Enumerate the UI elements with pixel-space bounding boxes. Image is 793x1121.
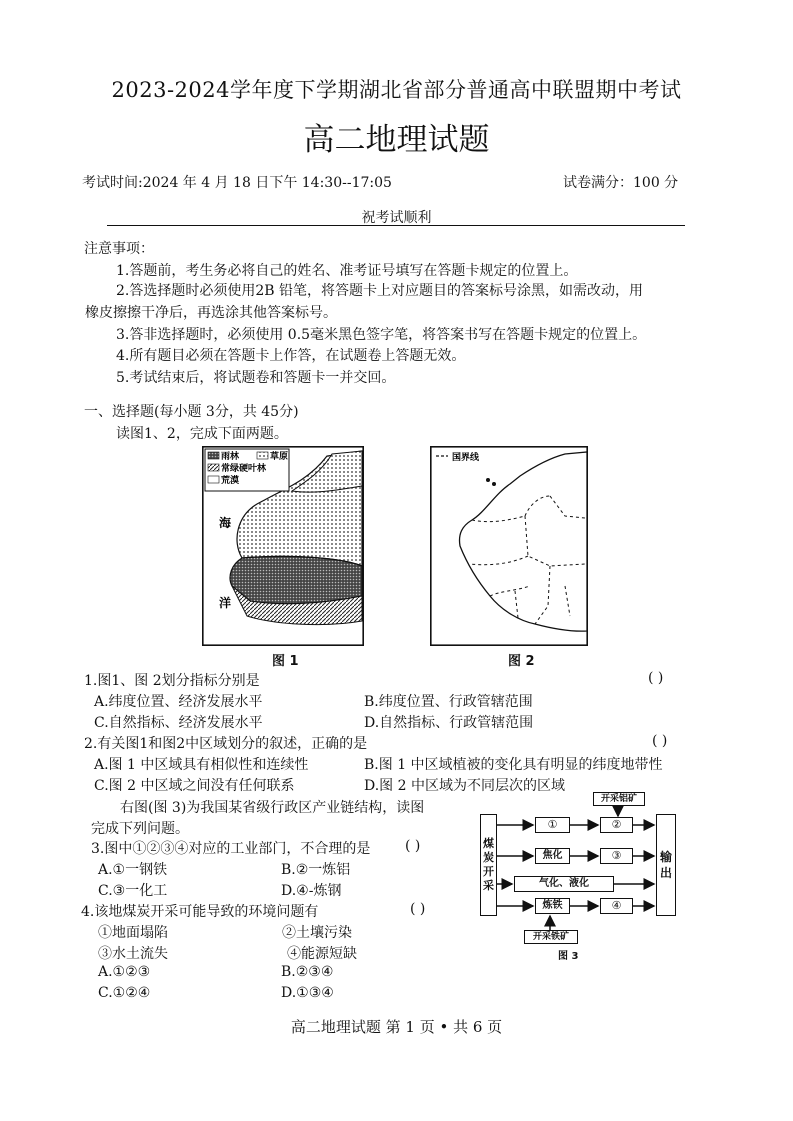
question-2-option-b: B.图 1 中区域植被的变化具有明显的纬度地带性 <box>364 757 663 773</box>
question-4-bracket: ( ) <box>410 901 426 917</box>
question-2-option-a: A.图 1 中区域具有相似性和连续性 <box>94 757 309 773</box>
coking-box: 焦化 <box>535 848 570 864</box>
question-4-option-a: A.①②③ <box>98 964 151 980</box>
legend-desert: 荒漠 <box>221 476 240 486</box>
iron-mining-box: 开采铁矿 <box>524 930 578 944</box>
ironmaking-box: 炼铁 <box>535 898 570 914</box>
section-intro: 读图1、2，完成下面两题。 <box>116 426 288 442</box>
figure-2-caption: 图 2 <box>508 654 535 669</box>
question-4-option-b: B.②③④ <box>281 964 334 980</box>
aluminum-mining-box: 开采铝矿 <box>593 792 645 806</box>
legend-border: 国界线 <box>452 453 480 463</box>
note-item: 3.答非选择题时，必须使用 0.5毫米黑色签字笔，将答案书写在答题卡规定的位置上。 <box>116 327 647 343</box>
subject-title: 高二地理试题 <box>303 122 490 158</box>
sea-label-1: 海 <box>219 516 232 530</box>
output-box: 输 出 <box>656 814 676 916</box>
notes-heading: 注意事项： <box>84 241 154 257</box>
exam-title: 2023-2024学年度下学期湖北省部分普通高中联盟期中考试 <box>111 78 682 102</box>
question-1-option-d: D.自然指标、行政管辖范围 <box>364 715 534 731</box>
process-3-box: ③ <box>600 848 633 864</box>
gasification-box: 气化、液化 <box>514 876 614 892</box>
question-4-item-1: ①地面塌陷 <box>98 925 168 941</box>
question-4-stem: 4.该地煤炭开采可能导致的环境问题有 <box>81 904 319 920</box>
legend-grassland: 草原 <box>270 452 289 462</box>
header-divider <box>107 225 685 226</box>
legend-sclerophyll: 常绿硬叶林 <box>221 464 267 474</box>
legend-rainforest: 雨林 <box>221 452 240 462</box>
page-footer: 高二地理试题 第 1 页 • 共 6 页 <box>290 1018 503 1036</box>
figure-2-map <box>430 446 588 646</box>
question-3-bracket: ( ) <box>405 838 421 854</box>
process-2-box: ② <box>600 817 633 833</box>
figure-3-intro: 右图(图 3)为我国某省级行政区产业链结构，读图 <box>120 800 425 816</box>
blessing: 祝考试顺利 <box>361 210 432 226</box>
exam-time: 考试时间:2024 年 4 月 18 日下午 14:30--17:05 <box>82 175 392 191</box>
question-4-item-2: ②土壤污染 <box>282 925 352 941</box>
full-score: 试卷满分：100 分 <box>563 175 679 191</box>
question-2-option-d: D.图 2 中区域为不同层次的区域 <box>364 778 565 794</box>
process-1-box: ① <box>535 817 570 833</box>
question-1-option-c: C.自然指标、经济发展水平 <box>94 715 263 731</box>
figure-3-diagram <box>478 790 678 965</box>
section-heading: 一、选择题(每小题 3分，共 45分) <box>84 404 299 420</box>
question-3-option-c: C.③一化工 <box>98 883 168 899</box>
note-item: 橡皮擦擦干净后，再选涂其他答案标号。 <box>85 305 337 321</box>
coal-mining-box: 煤 炭 开 采 <box>480 814 497 916</box>
question-3-option-d: D.④-炼钢 <box>281 883 342 899</box>
figure-3-intro-cont: 完成下列问题。 <box>91 821 189 837</box>
question-3-option-a: A.①一钢铁 <box>98 862 168 878</box>
figure-3-caption: 图 3 <box>558 951 579 962</box>
question-2-option-c: C.图 2 中区域之间没有任何联系 <box>94 778 295 794</box>
question-1-bracket: ( ) <box>648 670 664 686</box>
note-item: 4.所有题目必须在答题卡上作答，在试题卷上答题无效。 <box>116 348 466 364</box>
note-item: 5.考试结束后，将试题卷和答题卡一并交回。 <box>116 370 396 386</box>
sea-label-2: 洋 <box>219 596 232 610</box>
note-item: 2.答选择题时必须使用2B 铅笔，将答题卡上对应题目的答案标号涂黑，如需改动，用 <box>116 283 644 299</box>
question-4-option-d: D.①③④ <box>281 985 334 1001</box>
question-3-option-b: B.②一炼铝 <box>281 862 351 878</box>
question-1-stem: 1.图1、图 2划分指标分别是 <box>84 673 260 689</box>
figure-1-caption: 图 1 <box>272 654 299 669</box>
note-item: 1.答题前，考生务必将自己的姓名、准考证号填写在答题卡规定的位置上。 <box>116 263 578 279</box>
question-1-option-b: B.纬度位置、行政管辖范围 <box>364 694 533 710</box>
question-2-bracket: ( ) <box>652 733 668 749</box>
question-4-option-c: C.①②④ <box>98 985 151 1001</box>
figure-1-map <box>202 446 364 646</box>
question-1-option-a: A.纬度位置、经济发展水平 <box>94 694 263 710</box>
question-3-stem: 3.图中①②③④对应的工业部门，不合理的是 <box>91 841 371 857</box>
question-4-item-3: ③水土流失 <box>98 946 168 962</box>
question-2-stem: 2.有关图1和图2中区域划分的叙述，正确的是 <box>84 736 368 752</box>
process-4-box: ④ <box>600 898 633 914</box>
question-4-item-4: ④能源短缺 <box>287 946 357 962</box>
